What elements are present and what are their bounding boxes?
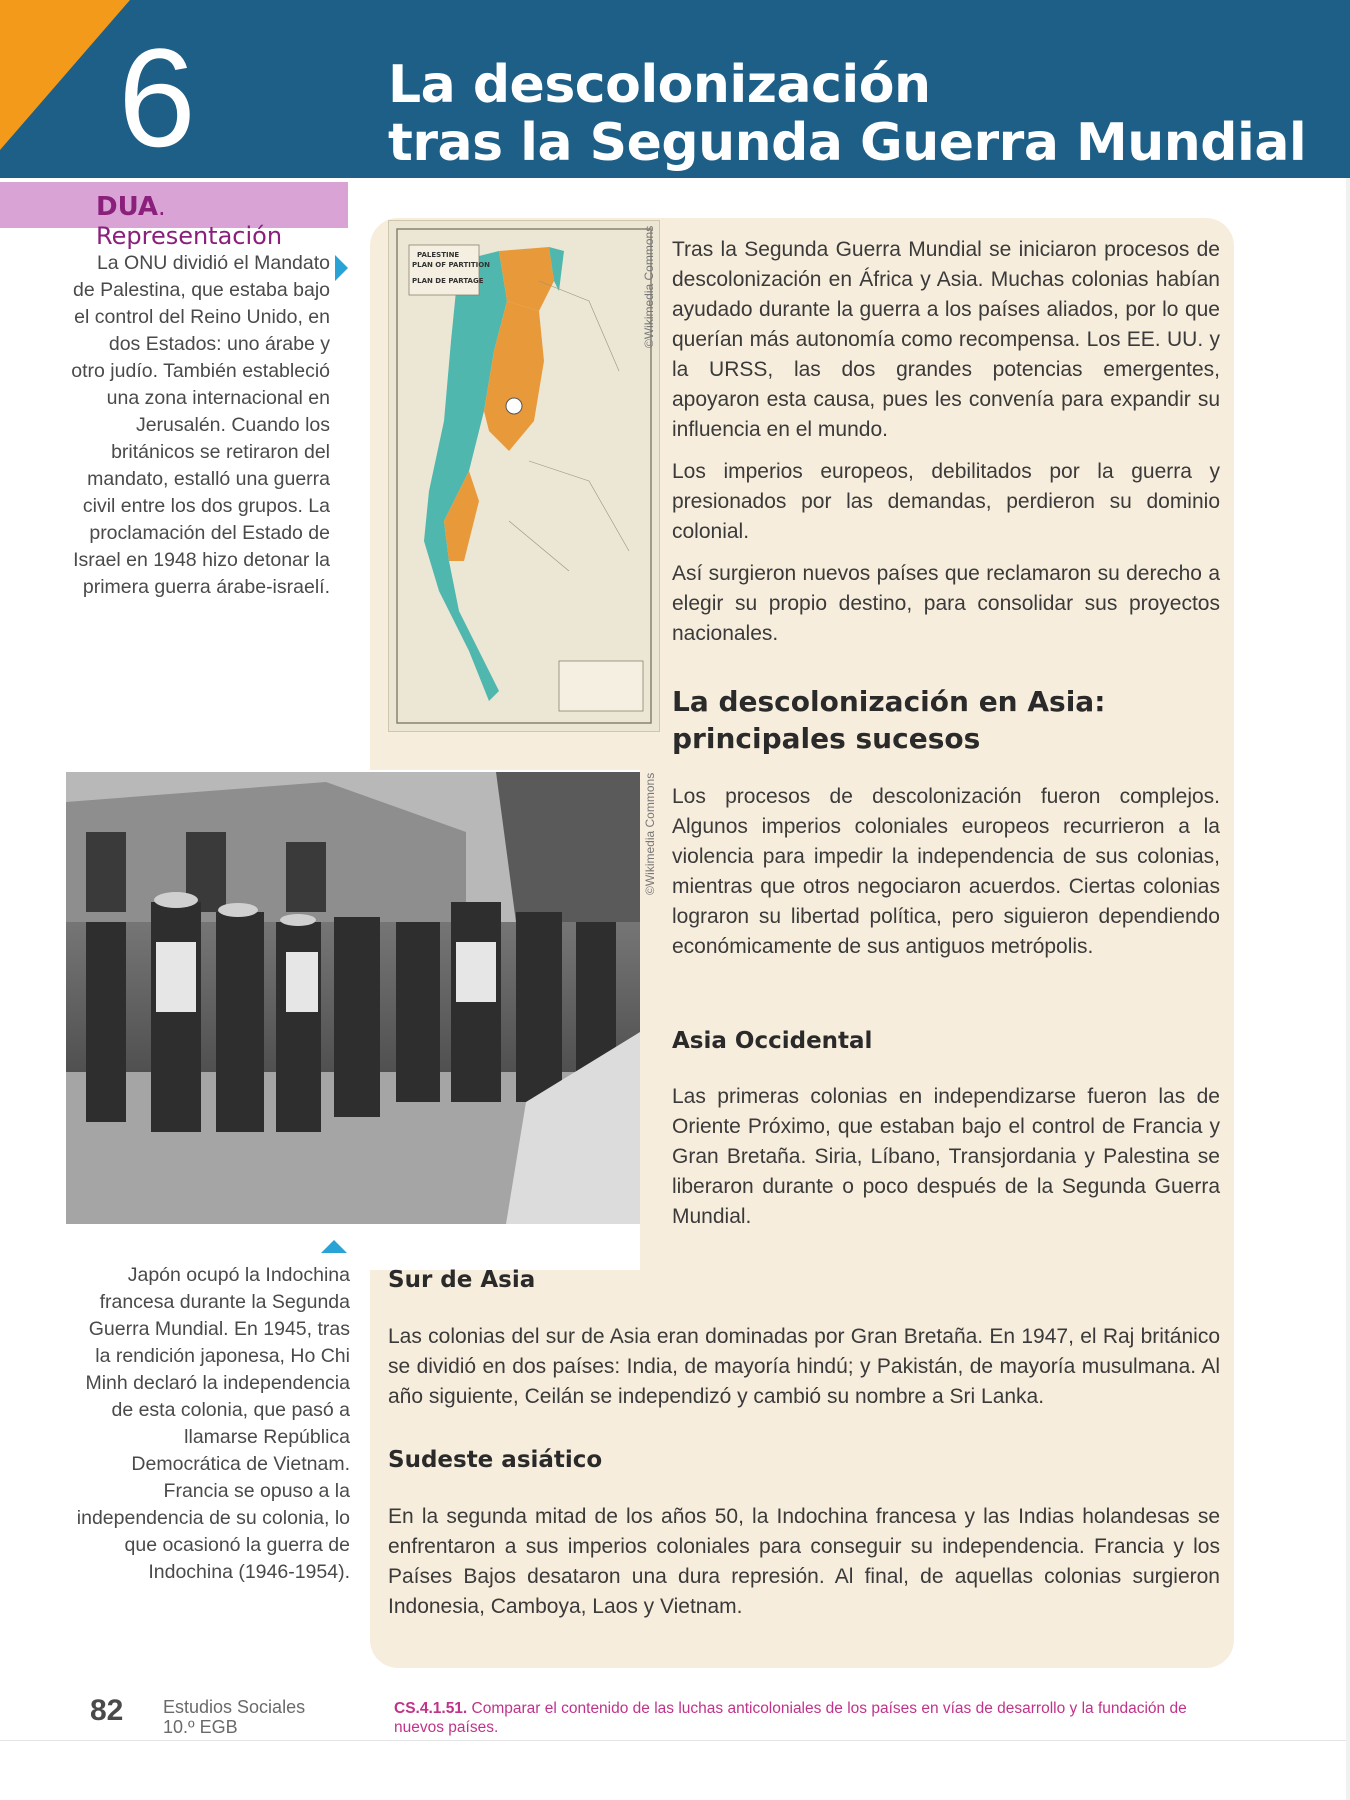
photo-credit: ©Wikimedia Commons (643, 772, 657, 895)
subheading-sudeste-asiatico: Sudeste asiático (388, 1447, 603, 1473)
new-countries-paragraph: Así surgieron nuevos países que reclamaron su derecho a elegir su propio destino, para consolidar sus proyectos nacionales. (672, 562, 1220, 645)
curriculum-standard (394, 1699, 1224, 1737)
dua-label-bold: DUA (96, 192, 159, 222)
sudeste-asiatico-paragraph: En la segunda mitad de los años 50, la Indochina francesa y las Indias holandesas se enfrentaron a sus imperios coloniales para conseguir su independencia. Francia y los Países Bajos desataron una dura represión. Al final, de aquellas colonias surgieron Indonesia, Camboya, Laos y Vietnam. (388, 1505, 1220, 1618)
map-title-2: PLAN OF PARTITION (412, 261, 491, 269)
page-edge (1346, 178, 1350, 1800)
map-illustration (389, 221, 659, 731)
asia-occidental-paragraph: Las primeras colonias en independizarse fueron las de Oriente Próximo, que estaban bajo el control de Francia y Gran Bretaña. Siria, Líbano, Transjordania y Palestina se liberaron durante o poco después de la Segunda Guerra Mundial. (672, 1085, 1220, 1228)
caption-pointer-up-icon (321, 1240, 347, 1253)
page-title (388, 56, 1306, 172)
footer-subject (163, 1697, 305, 1737)
dua-banner (0, 182, 348, 250)
map-caption: La ONU dividió el Mandato de Palestina, que estaba bajo el control del Reino Unido, en dos Estados: uno árabe y otro judío. También estableció una zona internacional en Jerusalén. Cuando los británicos se retiraron del mandato, estalló una guerra civil entre los dos grupos. La proclamación del Estado de Israel en 1948 hizo detonar la primera guerra árabe-israelí. (71, 252, 330, 598)
map-credit: ©Wikimedia Commons (642, 225, 656, 348)
subject-name: Estudios Sociales (163, 1697, 306, 1717)
grade-level: 10.º EGB (163, 1717, 238, 1737)
dua-label-rest: . Representación (96, 193, 283, 250)
partition-map (388, 220, 660, 732)
section-heading-asia: La descolonización en Asia: principales sucesos (672, 685, 1106, 755)
standard-text: Comparar el contenido de las luchas anticoloniales de los países en vías de desarrollo y la fundación de nuevos países. (394, 1700, 1187, 1736)
title-line-2: tras la Segunda Guerra Mundial (388, 113, 1307, 173)
indochina-photo (66, 772, 640, 1224)
photo-illustration (66, 772, 640, 1224)
photo-caption: Japón ocupó la Indochina francesa durante la Segunda Guerra Mundial. En 1945, tras la rendición japonesa, Ho Chi Minh declaró la independencia de esta colonia, que pasó a llamarse República Democrática de Vietnam. Francia se opuso a la independencia de su colonia, lo que ocasionó la guerra de Indochina (1946-1954). (76, 1264, 350, 1583)
intro-paragraph: Tras la Segunda Guerra Mundial se iniciaron procesos de descolonización en África y Asia. Muchas colonias habían ayudado durante la guerra a los países aliados, por lo que querían más autonomía como recompensa. Los EE. UU. y la URSS, las dos grandes potencias emergentes, apoyaron esta causa, pues les convenía para expandir su influencia en el mundo. (672, 238, 1220, 441)
title-line-1: La descolonización (388, 55, 931, 115)
standard-code: CS.4.1.51. (394, 1700, 468, 1717)
orange-corner-decoration (0, 0, 130, 150)
map-title-1: PALESTINE (417, 251, 460, 259)
sur-de-asia-paragraph: Las colonias del sur de Asia eran dominadas por Gran Bretaña. En 1947, el Raj británico se dividió en dos países: India, de mayoría hindú; y Pakistán, de mayoría musulmana. Al año siguiente, Ceilán se independizó y cambió su nombre a Sri Lanka. (388, 1325, 1220, 1408)
empires-paragraph: Los imperios europeos, debilitados por la guerra y presionados por las demandas, perdieron su dominio colonial. (672, 460, 1220, 543)
page-number: 82 (90, 1694, 124, 1727)
map-title-3: PLAN DE PARTAGE (412, 277, 484, 285)
asia-paragraph: Los procesos de descolonización fueron complejos. Algunos imperios coloniales europeos recurrieron a la violencia para impedir la independencia de sus colonias, mientras que otros negociaron acuerdos. Ciertas colonias lograron su libertad política, pero siguieron dependiendo económicamente de sus antiguos metrópolis. (672, 785, 1220, 958)
footer-divider (0, 1740, 1350, 1741)
subheading-asia-occidental: Asia Occidental (672, 1028, 873, 1054)
dua-label (96, 192, 348, 250)
caption-pointer-right-icon (335, 255, 348, 281)
chapter-header (0, 0, 1350, 178)
chapter-number: 6 (118, 19, 196, 176)
subheading-sur-de-asia: Sur de Asia (388, 1267, 536, 1293)
